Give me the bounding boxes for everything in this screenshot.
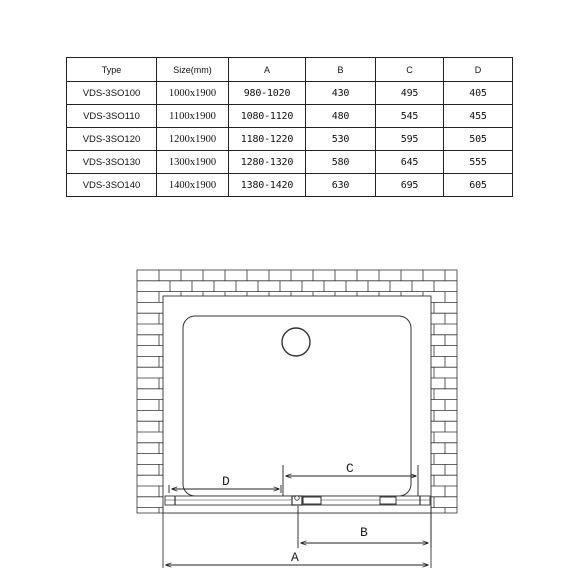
cell-b: 430 (306, 82, 376, 105)
header-c: C (376, 58, 444, 82)
cell-b: 530 (306, 128, 376, 151)
cell-type: VDS-3SO130 (67, 151, 157, 174)
cell-b: 480 (306, 105, 376, 128)
cell-a: 1280-1320 (229, 151, 306, 174)
drain-icon (282, 328, 310, 356)
cell-b: 580 (306, 151, 376, 174)
cell-a: 1180-1220 (229, 128, 306, 151)
cell-a: 980-1020 (229, 82, 306, 105)
sliding-door-profile (165, 496, 430, 505)
cell-size: 1000x1900 (157, 82, 229, 105)
cell-a: 1080-1120 (229, 105, 306, 128)
cell-type: VDS-3SO120 (67, 128, 157, 151)
cell-d: 605 (444, 174, 513, 197)
dimension-d-label: D (222, 474, 230, 489)
header-type: Type (67, 58, 157, 82)
dimension-c-label: C (346, 461, 354, 476)
cell-c: 495 (376, 82, 444, 105)
cell-size: 1400x1900 (157, 174, 229, 197)
cell-d: 505 (444, 128, 513, 151)
cell-c: 595 (376, 128, 444, 151)
cell-b: 630 (306, 174, 376, 197)
cell-d: 405 (444, 82, 513, 105)
cell-d: 455 (444, 105, 513, 128)
cell-size: 1200x1900 (157, 128, 229, 151)
cell-type: VDS-3SO100 (67, 82, 157, 105)
cell-size: 1300x1900 (157, 151, 229, 174)
header-d: D (444, 58, 513, 82)
cell-d: 555 (444, 151, 513, 174)
dimension-b-label: B (360, 525, 368, 540)
header-b: B (306, 58, 376, 82)
cell-c: 695 (376, 174, 444, 197)
cell-c: 645 (376, 151, 444, 174)
cell-size: 1100x1900 (157, 105, 229, 128)
header-a: A (229, 58, 306, 82)
cell-a: 1380-1420 (229, 174, 306, 197)
cell-c: 545 (376, 105, 444, 128)
header-size: Size(mm) (157, 58, 229, 82)
cell-type: VDS-3SO110 (67, 105, 157, 128)
cell-type: VDS-3SO140 (67, 174, 157, 197)
dimension-a-label: A (291, 550, 299, 565)
